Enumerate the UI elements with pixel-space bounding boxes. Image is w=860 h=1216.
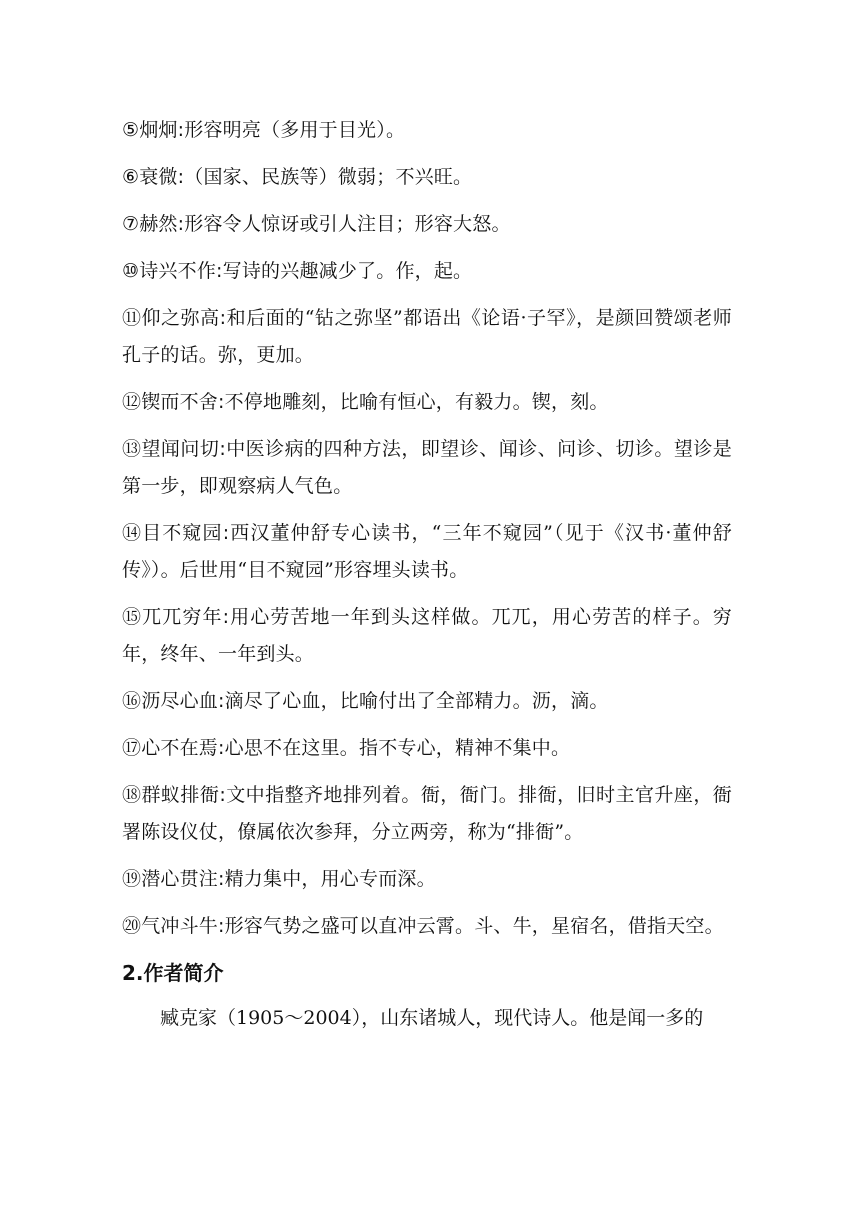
gloss-definition: 和后面的“钻之弥坚”都语出《论语·子罕》，是颜回赞颂老师孔子的话。弥，更加。 — [122, 307, 732, 366]
gloss-term: 群蚁排衙: — [141, 784, 226, 806]
gloss-list — [122, 112, 732, 945]
document-content — [122, 112, 732, 1037]
gloss-definition: 文中指整齐地排列着。衙，衙门。排衙，旧时主官升座，衙署陈设仪仗，僚属依次参拜，分立两旁，称为“排衙”。 — [122, 784, 733, 843]
gloss-definition: 心思不在这里。指不专心，精神不集中。 — [224, 737, 571, 759]
gloss-term: 目不窥园: — [142, 522, 230, 544]
gloss-number: ⑮ — [122, 606, 143, 628]
gloss-term: 赫然: — [139, 213, 185, 235]
gloss-definition: 写诗的兴趣减少了。作，起。 — [222, 260, 473, 282]
gloss-definition: 西汉董仲舒专心读书，“三年不窥园”（见于《汉书·董仲舒传》）。后世用“目不窥园”形容埋头读书。 — [122, 522, 732, 581]
gloss-item — [122, 599, 732, 673]
gloss-term: 望闻问切: — [141, 438, 226, 460]
gloss-number: ⑪ — [122, 307, 142, 329]
gloss-definition: 形容明亮（多用于目光）。 — [184, 119, 406, 141]
gloss-number: ⑯ — [122, 690, 142, 712]
gloss-number: ⑱ — [122, 784, 142, 806]
gloss-term: 诗兴不作: — [139, 260, 223, 282]
gloss-item — [122, 431, 732, 505]
gloss-item — [122, 253, 732, 290]
gloss-item — [122, 777, 732, 851]
gloss-term: 兀兀穷年: — [142, 606, 230, 628]
gloss-number: ⑭ — [122, 522, 143, 544]
section-heading: 2.作者简介 — [122, 961, 224, 985]
gloss-definition: 不停地雕刻，比喻有恒心，有毅力。锲，刻。 — [224, 391, 609, 413]
gloss-term: 仰之弥高: — [141, 307, 227, 329]
gloss-item — [122, 384, 732, 421]
gloss-number: ⑤ — [122, 119, 140, 141]
gloss-number: ⑥ — [122, 166, 140, 188]
gloss-number: ⑰ — [122, 737, 142, 759]
gloss-definition: 中医诊病的四种方法，即望诊、闻诊、问诊、切诊。望诊是第一步，即观察病人气色。 — [122, 438, 733, 497]
gloss-item — [122, 300, 732, 374]
gloss-term: 心不在焉: — [141, 737, 225, 759]
gloss-definition: 形容令人惊讶或引人注目；形容大怒。 — [184, 213, 511, 235]
gloss-definition: （国家、民族等）微弱；不兴旺。 — [184, 166, 473, 188]
gloss-term: 潜心贯注: — [141, 868, 225, 890]
gloss-item — [122, 159, 732, 196]
gloss-number: ⑩ — [122, 260, 140, 282]
gloss-definition: 精力集中，用心专而深。 — [224, 868, 436, 890]
gloss-number: ⑲ — [122, 868, 142, 890]
gloss-item — [122, 730, 732, 767]
gloss-definition: 滴尽了心血，比喻付出了全部精力。沥，滴。 — [224, 690, 609, 712]
gloss-item — [122, 515, 732, 589]
gloss-term: 气冲斗牛: — [141, 915, 225, 937]
gloss-number: ⑬ — [122, 438, 142, 460]
gloss-item — [122, 908, 732, 945]
gloss-term: 炯炯: — [139, 119, 185, 141]
gloss-number: ⑳ — [122, 915, 142, 937]
gloss-number: ⑫ — [122, 391, 142, 413]
gloss-item — [122, 112, 732, 149]
gloss-item — [122, 206, 732, 243]
gloss-term: 沥尽心血: — [141, 690, 225, 712]
gloss-item — [122, 861, 732, 898]
gloss-term: 衰微: — [139, 166, 185, 188]
gloss-term: 锲而不舍: — [141, 391, 225, 413]
gloss-definition: 用心劳苦地一年到头这样做。兀兀，用心劳苦的样子。穷年，终年、一年到头。 — [122, 606, 733, 665]
author-intro-paragraph: 臧克家（1905～2004），山东诸城人，现代诗人。他是闻一多的 — [160, 1007, 704, 1029]
gloss-item — [122, 683, 732, 720]
gloss-number: ⑦ — [122, 213, 140, 235]
gloss-definition: 形容气势之盛可以直冲云霄。斗、牛，星宿名，借指天空。 — [224, 915, 724, 937]
